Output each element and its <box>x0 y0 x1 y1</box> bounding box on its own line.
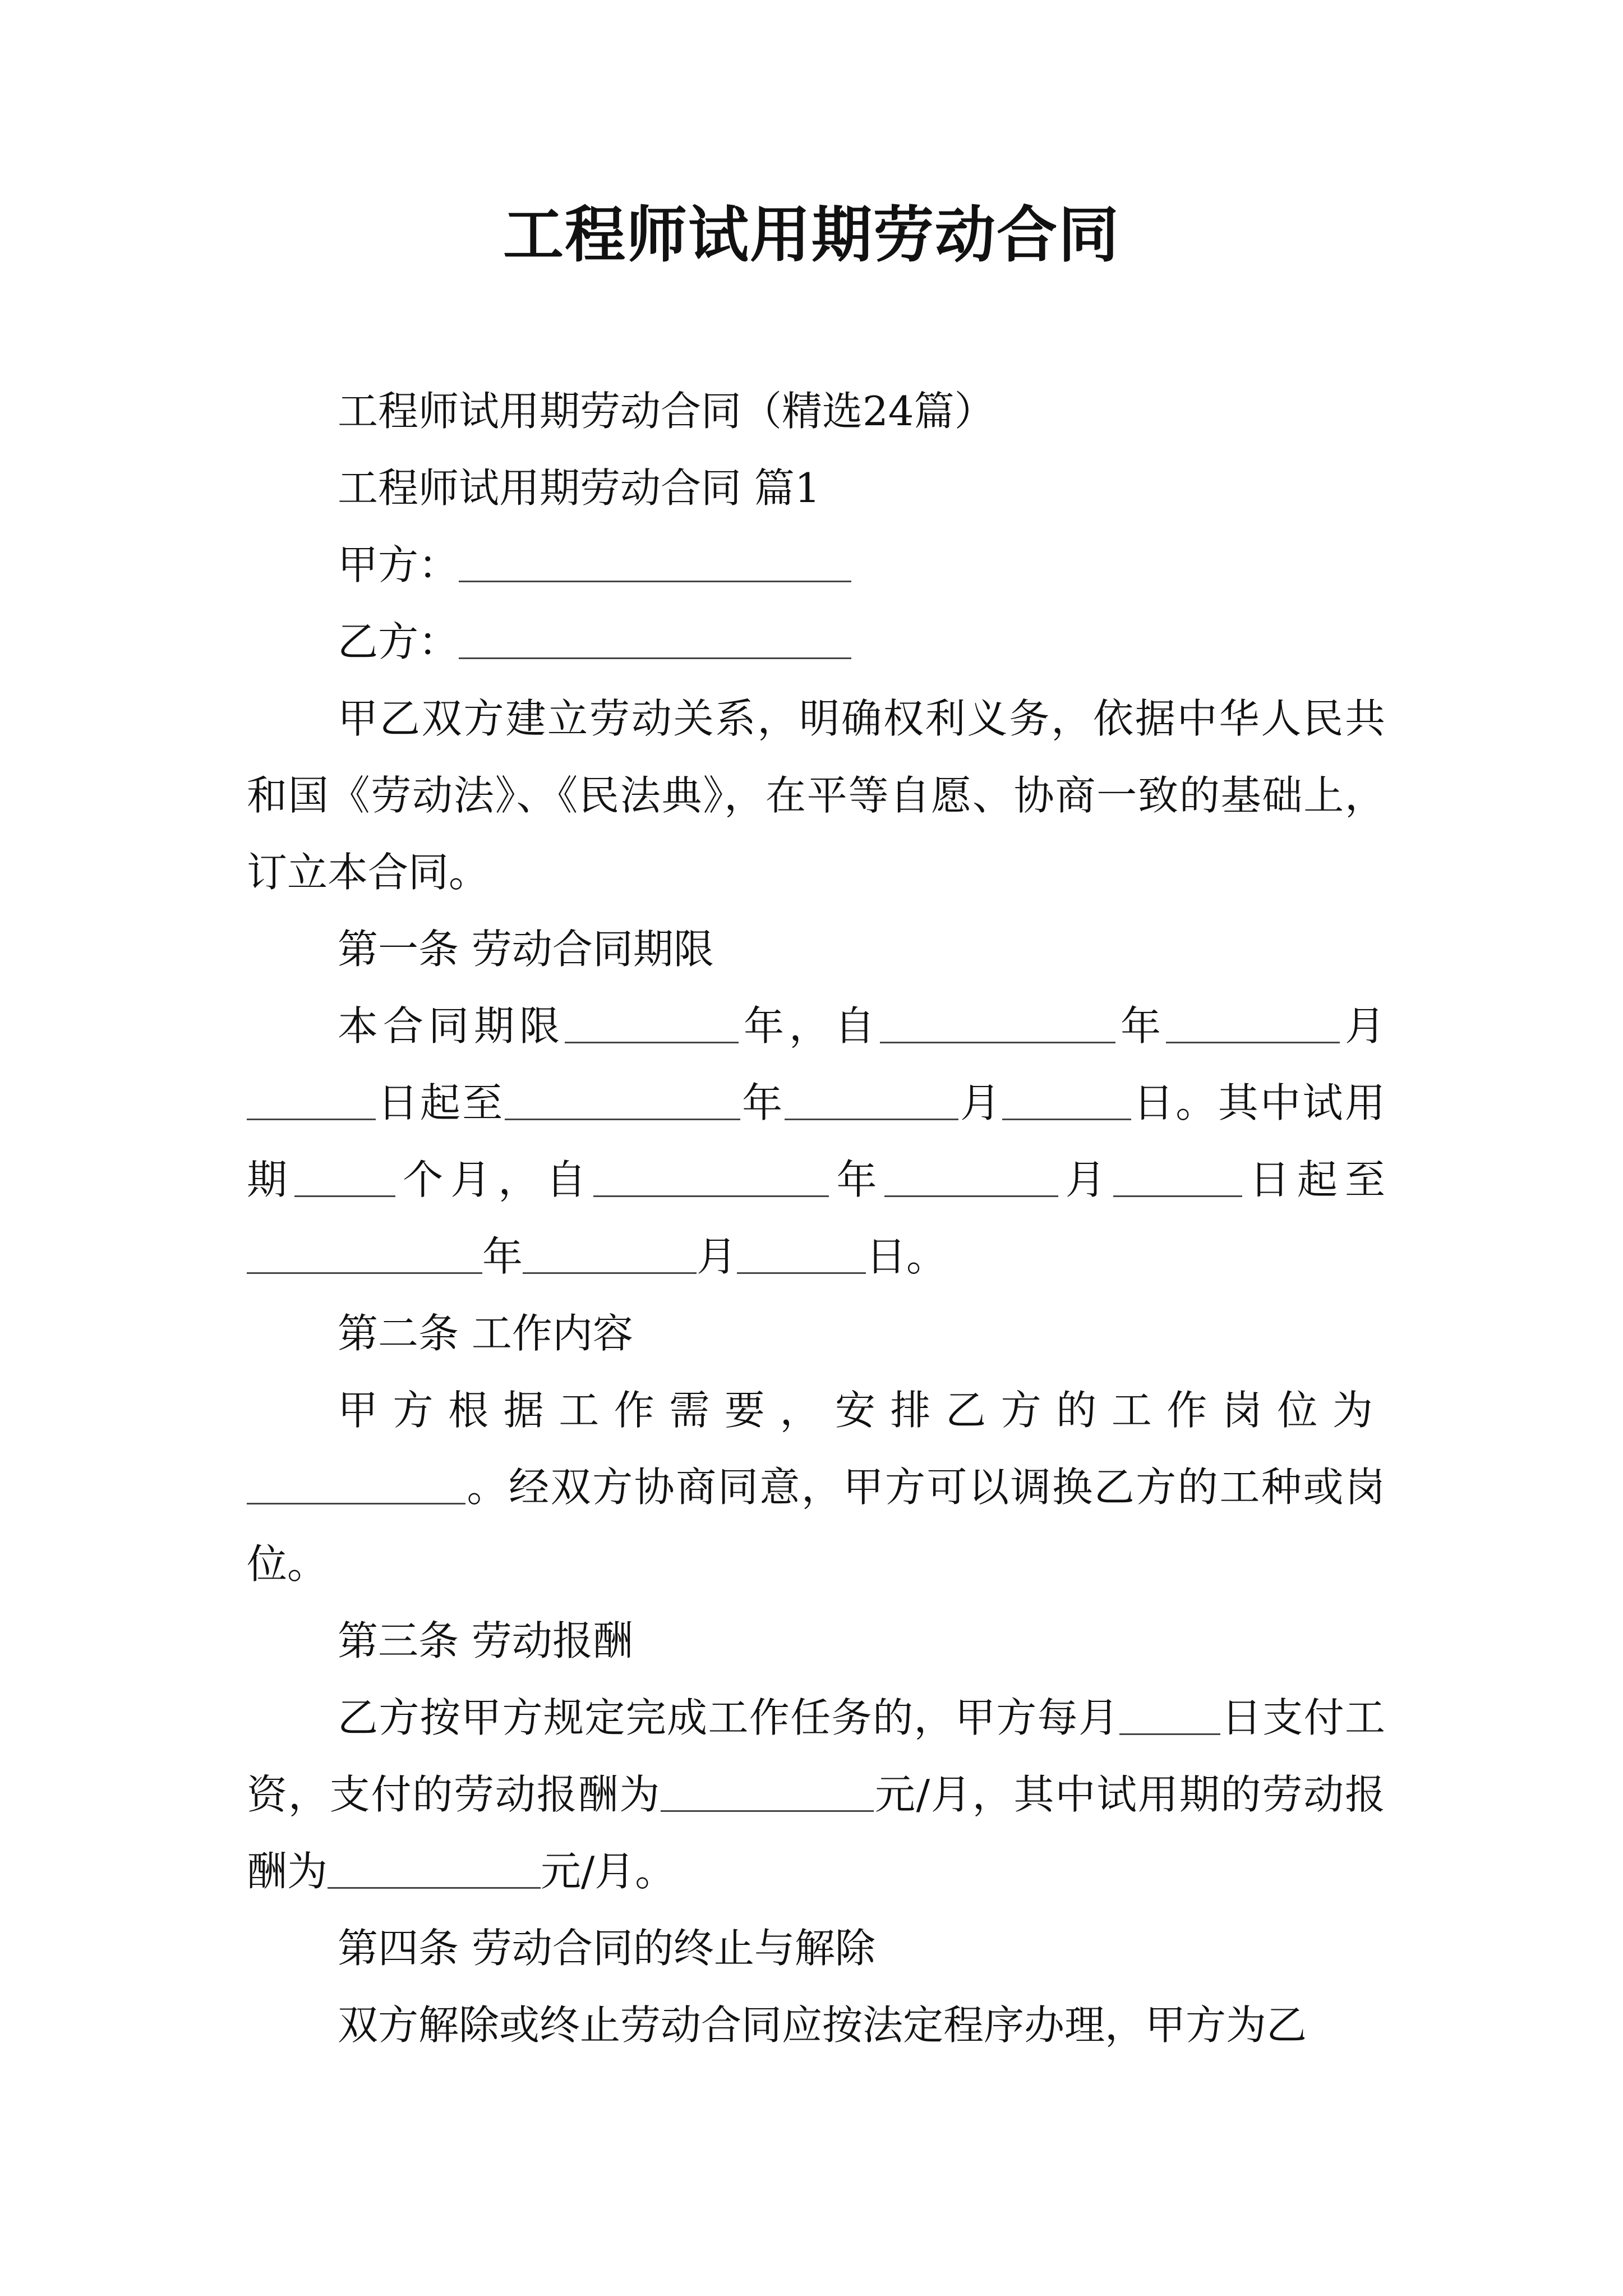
article3-heading: 第三条 劳动报酬 <box>338 1617 633 1664</box>
probation-start-month-blank[interactable] <box>884 1156 1058 1197</box>
text-run: 元/月，其中试用期的劳动报酬为 <box>247 1771 1385 1895</box>
term-years-blank[interactable] <box>565 1002 739 1043</box>
end-day-blank[interactable] <box>1002 1079 1131 1120</box>
probation-months-blank[interactable] <box>294 1156 395 1197</box>
text-run: 日。其中试用期 <box>247 1079 1385 1203</box>
text-run: 本合同期限 <box>338 1002 565 1050</box>
text-run: 日支付工资，支付的劳动报酬为 <box>247 1694 1385 1818</box>
text-run: 年 <box>482 1233 523 1280</box>
probation-end-year-blank[interactable] <box>247 1233 482 1274</box>
text-run: 年 <box>1115 1002 1166 1050</box>
text-run: 元/月。 <box>541 1848 676 1895</box>
party-a-blank[interactable] <box>459 541 851 582</box>
job-position-blank[interactable] <box>247 1464 465 1504</box>
start-day-blank[interactable] <box>247 1079 376 1120</box>
party-b-label: 乙方： <box>338 618 459 665</box>
text-run: 年，自 <box>738 1002 880 1050</box>
intro-paragraph: 甲乙双方建立劳动关系，明确权利义务，依据中华人民共和国《劳动法》、《民法典》，在平等自愿、协商一致的基础上，订立本合同。 <box>247 695 1385 896</box>
probation-salary-blank[interactable] <box>328 1848 541 1889</box>
article4-paragraph: 双方解除或终止劳动合同应按法定程序办理，甲方为乙 <box>338 2001 1307 2049</box>
article1-heading: 第一条 劳动合同期限 <box>338 926 714 973</box>
subtitle: 工程师试用期劳动合同（精选24篇） <box>338 388 995 435</box>
probation-start-year-blank[interactable] <box>593 1156 829 1197</box>
text-run: 日起至 <box>376 1079 505 1126</box>
end-month-blank[interactable] <box>785 1079 958 1120</box>
party-b-blank[interactable] <box>459 618 851 659</box>
text-run: 年 <box>829 1156 884 1203</box>
start-month-blank[interactable] <box>1166 1002 1340 1043</box>
text-run: 日。 <box>866 1233 947 1280</box>
text-run: 乙方按甲方规定完成工作任务的，甲方每月 <box>338 1694 1120 1741</box>
text-run: 年 <box>740 1079 785 1126</box>
section-heading: 工程师试用期劳动合同 篇1 <box>338 464 820 512</box>
end-year-blank[interactable] <box>505 1079 740 1120</box>
pay-day-blank[interactable] <box>1119 1694 1220 1735</box>
text-run: 月 <box>958 1079 1003 1126</box>
party-a-label: 甲方： <box>338 541 459 588</box>
text-run: 月 <box>1058 1156 1113 1203</box>
article4-heading: 第四条 劳动合同的终止与解除 <box>338 1925 875 1972</box>
probation-end-month-blank[interactable] <box>523 1233 697 1274</box>
text-run: 甲方根据工作需要，安排乙方的工作岗位为 <box>338 1387 1385 1434</box>
article2-paragraph <box>247 1372 1385 1603</box>
probation-start-day-blank[interactable] <box>1113 1156 1242 1197</box>
text-run: 。经双方协商同意，甲方可以调换乙方的工种或岗位。 <box>247 1464 1385 1588</box>
party-a-line <box>247 527 1385 604</box>
start-year-blank[interactable] <box>880 1002 1115 1043</box>
text-run: 个月，自 <box>395 1156 594 1203</box>
probation-end-day-blank[interactable] <box>737 1233 866 1274</box>
text-run: 日起至 <box>1242 1156 1385 1203</box>
document-body <box>247 373 1385 2064</box>
text-run: 月 <box>1339 1002 1385 1050</box>
text-run: 月 <box>697 1233 737 1280</box>
party-b-line <box>247 604 1385 680</box>
article1-paragraph <box>247 988 1385 1295</box>
article2-heading: 第二条 工作内容 <box>338 1310 633 1357</box>
salary-blank[interactable] <box>661 1771 874 1812</box>
document-title: 工程师试用期劳动合同 <box>502 200 1120 270</box>
article3-paragraph <box>247 1680 1385 1910</box>
